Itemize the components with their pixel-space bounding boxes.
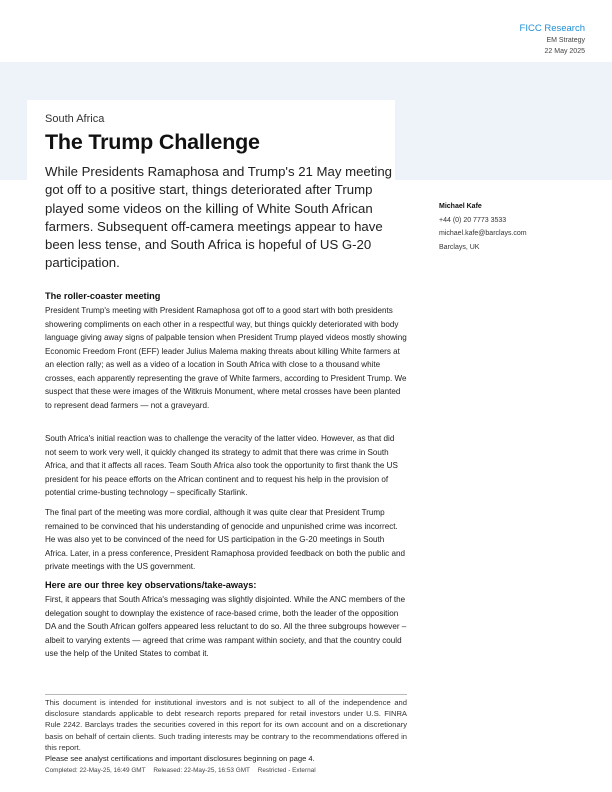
page-title: The Trump Challenge — [45, 130, 260, 154]
body-paragraph-3: The final part of the meeting was more cordial, although it was quite clear that President Trump remained to be convinced that his understanding of genocide and unpunished crime was incorrect. He was also yet to be convinced of the need for US participation in the G-20 meetings in South Africa. Later, in a press conference, President Ramaphosa provided feedback on both the public and private meetings with the US government. — [45, 508, 405, 571]
body-paragraph-1: President Trump's meeting with President Ramaphosa got off to a good start with both presidents showering compliments on each other in a respectful way, but things quickly deteriorated with body language giving away signs of palpable tension when President Trump played videos mostly showing Economic Freedom Front (EFF) leader Julius Malema making threats about killing White farmers at an election rally; as well as a video of a location in South Africa with close to a thousand white crosses, each apparently representing the grave of White farmers, according to President Trump. We suspect that these were images of the Witkruis Monument, where metal crosses have been planted to represent dead farmers — not a graveyard. — [45, 306, 407, 410]
disclaimer-text: This document is intended for institutional investors and is not subject to all of the independence and disclosure standards applicable to debt research reports prepared for retail investors under U.S. FINRA Rule 2242. Barclays trades the securities covered in this report for its own account and on a discretionary basis on behalf of certain clients. Such trading interests may be contrary to the recommendations offered in this report. — [45, 698, 407, 752]
body-paragraph-2: South Africa's initial reaction was to challenge the veracity of the latter video. However, as that did not seem to work very well, it quickly changed its strategy to admit that there was crime in South Africa, and that it affects all races. Team South Africa also took the opportunity to first thank the US president for his peace efforts on the African continent and to request his help in the provision of potential crime-busting technology – specifically Starlink. — [45, 434, 398, 497]
disclosures-notice: Please see analyst certifications and important disclosures beginning on page 4. — [45, 754, 315, 763]
classification-label: Restricted - External — [257, 767, 316, 774]
article-summary: While Presidents Ramaphosa and Trump's 21 May meeting got off to a positive start, things deteriorated after Trump played some videos on the killing of White South African farmers. Subsequent off-camera meetings appear to have been less tense, and South Africa is hopeful of US G-20 participation. — [45, 164, 393, 271]
author-entity: Barclays, UK — [439, 243, 480, 251]
strategy-label: EM Strategy — [546, 37, 585, 44]
publish-date: 22 May 2025 — [544, 48, 585, 55]
masthead — [520, 23, 585, 57]
author-phone: +44 (0) 20 7773 3533 — [439, 216, 507, 224]
footer-divider — [45, 694, 407, 695]
body-paragraph-4: First, it appears that South Africa's messaging was slightly disjointed. While the ANC members of the delegation sought to downplay the existence of race-based crime, both the leader of the opposition DA and the South African golfers appeared less reluctant to do so. All the three subgroups however – albeit to varying extents — agreed that crime was rampant within society, and that the country could use the help of the United States to combat it. — [45, 595, 407, 658]
research-unit: FICC Research — [519, 23, 585, 34]
region-kicker: South Africa — [45, 113, 105, 125]
author-email[interactable]: michael.kafe@barclays.com — [439, 230, 527, 237]
section-heading-takeaways: Here are our three key observations/take-aways: — [45, 580, 257, 590]
author-name: Michael Kafe — [439, 203, 482, 210]
document-meta — [45, 767, 322, 774]
completed-timestamp: Completed: 22-May-25, 16:49 GMT — [45, 767, 146, 774]
author-block — [439, 200, 527, 254]
section-heading-roller-coaster: The roller-coaster meeting — [45, 291, 161, 301]
released-timestamp: Released: 22-May-25, 16:53 GMT — [153, 767, 250, 774]
